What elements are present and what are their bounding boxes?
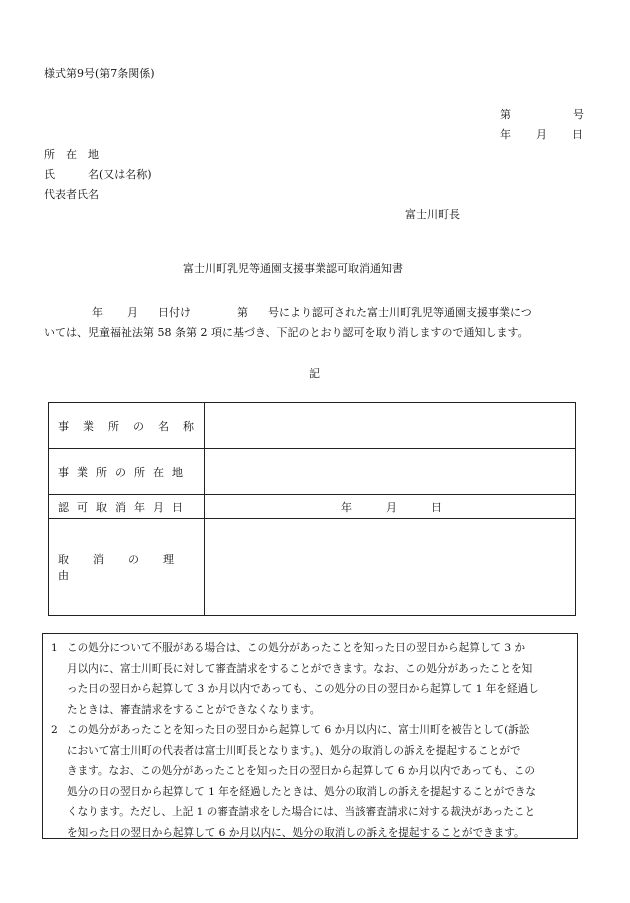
- table-row-facility-address: [49, 449, 576, 495]
- revocation-month: 月: [386, 500, 397, 514]
- body-date-suffix: 日付け: [158, 306, 191, 319]
- body-line-1: [44, 306, 532, 320]
- table-row-revocation-date: [49, 495, 576, 519]
- table-row-facility-name: [49, 403, 576, 449]
- doc-number-suffix: 号: [573, 108, 584, 121]
- note-number: 1: [51, 642, 58, 654]
- note-line: において富士川町の代表者は富士川町長となります。)、処分の取消しの訴えを提起することがで: [67, 744, 521, 757]
- note-item-1: [51, 638, 569, 720]
- note-line: 月以内に、富士川町長に対して審査請求をすることができます。なお、この処分があったことを知: [67, 662, 533, 675]
- revocation-date-label: 認 可 取 消 年 月 日: [49, 495, 205, 519]
- note-number: 2: [51, 724, 58, 736]
- note-line: くなります。ただし、上記 1 の審査請求をした場合には、当該審査請求に対する裁決があったこと: [67, 806, 536, 818]
- recipient-name-label: [44, 168, 152, 182]
- note-line: この処分について不服がある場合は、この処分があったことを知った日の翌日から起算して 3 か: [67, 642, 526, 654]
- body-line-1-rest: 号により認可された富士川町乳児等通園支援事業につ: [268, 306, 532, 319]
- notes-box: [42, 633, 578, 839]
- revocation-reason-label: 取 消 の 理由: [49, 519, 205, 616]
- document-number: [500, 108, 584, 122]
- issue-day: 日: [572, 128, 583, 141]
- name-label-part1: 氏: [44, 168, 55, 181]
- note-line: たときは、審査請求をすることができなくなります。: [67, 703, 321, 716]
- recipient-address-label: 所 在 地: [44, 148, 99, 161]
- sender-name: 富士川町長: [405, 208, 460, 221]
- name-label-part2: 名(又は名称): [88, 168, 152, 181]
- facility-address-value: [205, 449, 576, 495]
- revocation-day: 日: [431, 500, 442, 514]
- issue-date: [500, 128, 583, 142]
- issue-month: 月: [536, 128, 547, 141]
- note-line: 処分の日の翌日から起算して 1 年を経過したときは、処分の取消しの訴えを提起することができな: [67, 785, 537, 798]
- ki-heading: 記: [309, 367, 320, 380]
- revocation-date-value: [205, 495, 576, 519]
- table-row-revocation-reason: [49, 519, 576, 616]
- note-item-2: [51, 720, 569, 843]
- note-line: この処分があったことを知った日の翌日から起算して 6 か月以内に、富士川町を被告として(訴訟: [67, 724, 530, 736]
- info-table: [48, 402, 576, 616]
- body-year: 年: [92, 306, 103, 319]
- document-title: 富士川町乳児等通園支援事業認可取消通知書: [183, 262, 403, 275]
- body-number-prefix: 第: [237, 306, 248, 319]
- revocation-reason-value: [205, 519, 576, 616]
- issue-year: 年: [500, 128, 511, 141]
- note-line: った日の翌日から起算して 3 か月以内であっても、この処分の日の翌日から起算して 1 年を経過し: [67, 683, 539, 695]
- body-month: 月: [127, 306, 138, 319]
- note-line: きます。なお、この処分があったことを知った日の翌日から起算して 6 か月以内であっても、この: [67, 765, 535, 777]
- facility-name-value: [205, 403, 576, 449]
- doc-number-prefix: 第: [500, 108, 511, 121]
- revocation-year: 年: [341, 500, 352, 514]
- body-line-2: いては、児童福祉法第 58 条第 2 項に基づき、下記のとおり認可を取り消しますので通知します。: [44, 326, 529, 339]
- note-line: を知った日の翌日から起算して 6 か月以内に、処分の取消しの訴えを提起することができます。: [67, 826, 525, 839]
- facility-address-label: 事 業 所 の 所 在 地: [49, 449, 205, 495]
- facility-name-label: 事 業 所 の 名 称: [49, 403, 205, 449]
- representative-label: 代表者氏名: [44, 188, 99, 201]
- form-number: 様式第9号(第7条関係): [44, 67, 155, 80]
